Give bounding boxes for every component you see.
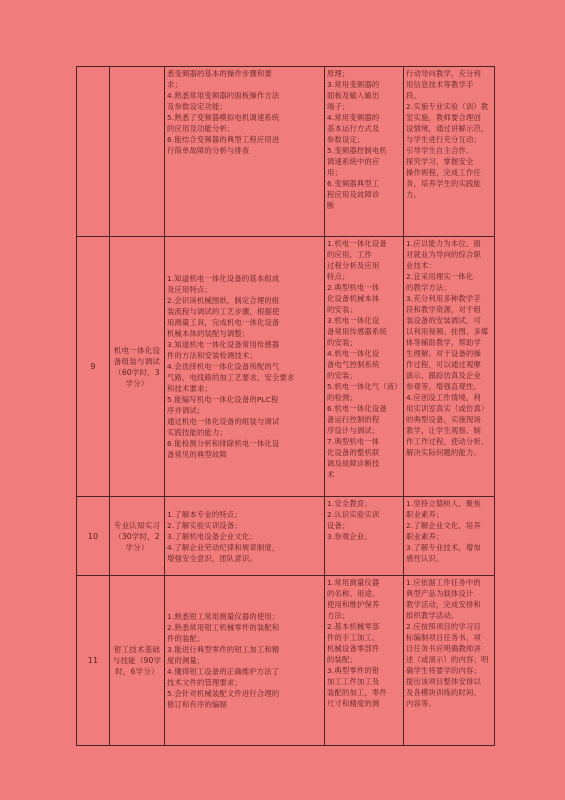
cell-text-line: 的装配； xyxy=(327,655,357,664)
cell-text-line: 2.典型机电一体 xyxy=(327,283,380,292)
cell-text-line: 悉变频器的基本的操作步骤和要 xyxy=(167,69,272,78)
course-content xyxy=(325,497,404,576)
cell-text-line: 装配的加工，零件 xyxy=(327,688,387,697)
cell-text-line: 的名称、用途、 xyxy=(327,589,380,598)
cell-text-line: 职业素养； xyxy=(406,510,444,519)
cell-text-line: 操作规程，完成工作任 xyxy=(406,168,481,177)
cell-text-line: 5.变频器控制电机 xyxy=(327,146,387,155)
cell-text-line: 1.坚持立德树人，聚焦 xyxy=(406,499,481,508)
cell-text-line: 参观等，增强直观性。 xyxy=(406,382,481,391)
course-number: 9 xyxy=(77,237,110,497)
cell-text-line: 3.常用变频器的 xyxy=(327,80,380,89)
cell-text-line: 设情境，通过讲解示范， xyxy=(406,124,489,133)
course-number: 11 xyxy=(77,576,110,746)
cell-text-line: 行简单故障的分析与排查 xyxy=(167,146,250,155)
teaching-method xyxy=(404,67,495,237)
cell-text-line: 件的装配； xyxy=(167,634,205,643)
cell-text-line: 及参数设定功能； xyxy=(167,102,227,111)
cell-text-line: 用测量工具，完成机电一体化设备 xyxy=(167,318,280,327)
course-number xyxy=(77,67,110,237)
cell-text-line: 目任务书应明确教师讲 xyxy=(406,644,481,653)
cell-text-line: 件的方法和安装检测技术； xyxy=(167,351,257,360)
cell-text-line: 6.能结合变频器的典型工程应用进 xyxy=(167,135,280,144)
cell-text-line: 4.机电一体化设 xyxy=(327,349,380,358)
cell-text-line: 2.熟悉常用钳工机械零件的装配和 xyxy=(167,623,280,632)
cell-text-line: 基本运行方式及 xyxy=(327,124,380,133)
teaching-method xyxy=(404,497,495,576)
teaching-method xyxy=(404,237,495,497)
cell-text-line: 2.宜采用理实一体化 xyxy=(406,272,474,281)
cell-text-line: 及应用特点； xyxy=(167,285,212,294)
cell-text-line: 述（或演示）的内容；明 xyxy=(406,655,489,664)
cell-text-line: 感性认识。 xyxy=(406,554,444,563)
cell-text-line: 2.应按照项目的学习目 xyxy=(406,622,481,631)
cell-text-line: 力。 xyxy=(406,190,421,199)
cell-text-line: 备常见的典型故障 xyxy=(167,450,227,459)
cell-text-line: 教学活动，完成安排和 xyxy=(406,600,481,609)
cell-text-line: 5.会针对机械装配文件进行合理的 xyxy=(167,689,280,698)
cell-text-line: 3.典型零件的钳 xyxy=(327,666,380,675)
cell-text-line: 装设备的安装调试，可 xyxy=(406,316,481,325)
cell-text-line: 确学生将要学的内容； xyxy=(406,666,481,675)
cell-text-line: 增强安全意识，团队意识。 xyxy=(167,553,257,563)
cell-text-line: 通过机电一体化设备的组装与调试 xyxy=(167,417,280,426)
cell-text-line: 及各模块训练的时间、 xyxy=(406,688,481,697)
cell-text-line: 1.常用测量仪器 xyxy=(327,578,380,587)
cell-text-line: 用实训室真实（或仿真） xyxy=(406,404,489,413)
cell-text-line: 机械设备零部件 xyxy=(327,644,380,653)
cell-text-line: 1.知道机电一体化设备的基本组成 xyxy=(167,274,280,283)
cell-text-line: 2.基本机械零部 xyxy=(327,622,380,631)
cell-text-line: 序并调试； xyxy=(167,406,205,415)
course-goals xyxy=(165,67,325,237)
cell-text-line: 加工工件加工及 xyxy=(327,677,380,686)
cell-text-line: 1.机电一体化设备 xyxy=(327,239,387,248)
cell-text-line: 的检测； xyxy=(327,393,357,402)
cell-text-line: 2.了解企业文化，培养 xyxy=(406,521,481,530)
cell-text-line: 4.了解企业劳动纪律和规章制度， xyxy=(167,542,280,552)
cell-text-line: 3.充分利用多种教学手 xyxy=(406,294,481,303)
cell-text-line: 作工作过程，使动分析、 xyxy=(406,437,489,446)
table-row xyxy=(77,67,495,237)
cell-text-line: 3.知道机电一体化设备常用传感器 xyxy=(167,340,280,349)
course-title: 机电一体化设备组装与调试（60学时，3学分） xyxy=(110,237,165,497)
cell-text-line: 1.应依据工作任务中的 xyxy=(406,578,481,587)
cell-text-line: 修订和有序的编制 xyxy=(167,700,227,709)
cell-text-line: 备运行控制的程 xyxy=(327,415,380,424)
cell-text-line: 以利用视频、挂图、多媒 xyxy=(406,327,489,336)
cell-text-line: 备电气控制系统 xyxy=(327,360,380,369)
table-row xyxy=(77,497,495,576)
cell-text-line: 3.机电一体化设 xyxy=(327,316,380,325)
cell-text-line: 4.懂得钳工设备的正确维护方法了 xyxy=(167,667,280,676)
cell-text-line: 调速系统中的应 xyxy=(327,157,380,166)
cell-text-line: 设备； xyxy=(327,521,350,530)
cell-text-line: 6.能检测分析和排除机电一体化设 xyxy=(167,439,280,448)
cell-text-line: 件的手工加工、 xyxy=(327,633,380,642)
course-goals xyxy=(165,237,325,497)
cell-text-line: 4.会选择机电一体化设备所配的气 xyxy=(167,362,280,371)
cell-text-line: 5.机电一体化气（液） xyxy=(327,382,402,391)
cell-text-line: 实践技能的能力； xyxy=(167,428,227,437)
cell-text-line: 组织教学活动。 xyxy=(406,611,459,620)
course-title: 专业认知实习（30学时，2学分） xyxy=(110,497,165,576)
cell-text-line: 和技术要求； xyxy=(167,384,212,393)
cell-text-line: 度的测量； xyxy=(167,656,205,665)
course-number: 10 xyxy=(77,497,110,576)
cell-text-line: 机械本体的装配与调整； xyxy=(167,329,250,338)
cell-text-line: 职业素养； xyxy=(406,532,444,541)
cell-text-line: 内容等。 xyxy=(406,699,436,708)
cell-text-line: 原理； xyxy=(327,69,350,78)
cell-text-line: 术 xyxy=(327,470,335,479)
cell-text-line: 用； xyxy=(327,168,342,177)
cell-text-line: 方法； xyxy=(327,611,350,620)
cell-text-line: 提出该项目整体安排以 xyxy=(406,677,481,686)
cell-text-line: 演示、跟踪仿真及企业 xyxy=(406,371,481,380)
cell-text-line: 务，培养学生的实践能 xyxy=(406,179,481,188)
cell-text-line: 端子； xyxy=(327,102,350,111)
cell-text-line: 1.了解本专业的特点； xyxy=(167,509,242,519)
cell-text-line: 与学生进行充分互动； xyxy=(406,135,481,144)
cell-text-line: 面板及输入输出 xyxy=(327,91,380,100)
curriculum-table-container xyxy=(76,66,495,746)
cell-text-line: 3.参观企业。 xyxy=(327,532,372,541)
cell-text-line: 气路，电线路的加工艺要求，安全要求 xyxy=(167,373,295,382)
cell-text-line: 业技术： xyxy=(406,261,436,270)
cell-text-line: 3.了解专业技术，增加 xyxy=(406,543,481,552)
course-goals xyxy=(165,497,325,576)
cell-text-line: 备常用传感器系统 xyxy=(327,327,387,336)
teaching-method xyxy=(404,576,495,746)
cell-text-line: 2.了解实验实训设备； xyxy=(167,520,242,530)
cell-text-line: 解决实际问题的能力。 xyxy=(406,448,481,457)
course-title: 钳工技术基础与技能（90学时，6学分） xyxy=(110,576,165,746)
cell-text-line: 使用和维护保养 xyxy=(327,600,380,609)
cell-text-line: 段。 xyxy=(406,91,421,100)
cell-text-line: 的典型设备，实施现场 xyxy=(406,415,481,424)
course-content xyxy=(325,576,404,746)
course-content xyxy=(325,237,404,497)
cell-text-line: 的应用，工作 xyxy=(327,250,372,259)
cell-text-line: 2.认识实验实训 xyxy=(327,510,380,519)
cell-text-line: 程应用及故障诊 xyxy=(327,190,380,199)
cell-text-line: 过程分析及应用 xyxy=(327,261,380,270)
cell-text-line: 序设计与调试； xyxy=(327,426,380,435)
cell-text-line: 2.实施专业实验（训）教 xyxy=(406,102,489,111)
cell-text-line: 标编制项目任务书，项 xyxy=(406,633,481,642)
cell-text-line: 尺寸和精度的测 xyxy=(327,699,380,708)
cell-text-line: 教学，让学生观察、制 xyxy=(406,426,481,435)
cell-text-line: 典型产品为载体设计 xyxy=(406,589,474,598)
cell-text-line: 的应用及功能分析； xyxy=(167,124,235,133)
cell-text-line: 装流程与调试的工艺步骤，根据使 xyxy=(167,307,280,316)
cell-text-line: 断 xyxy=(327,201,335,210)
cell-text-line: 1.熟悉钳工常用测量仪器的使用； xyxy=(167,612,280,621)
cell-text-line: 1.安全教育； xyxy=(327,499,372,508)
table-row xyxy=(77,237,495,497)
course-title xyxy=(110,67,165,237)
cell-text-line: 的安装； xyxy=(327,338,357,347)
cell-text-line: 5.能编写机电一体化设备的PLC程 xyxy=(167,395,279,404)
cell-text-line: 探究学习，掌握安全 xyxy=(406,157,474,166)
cell-text-line: 行动导向教学，充分利 xyxy=(406,69,481,78)
cell-text-line: 3.能进行典型零件的钳工加工和精 xyxy=(167,645,280,654)
cell-text-line: 6.变频器典型工 xyxy=(327,179,380,188)
cell-text-line: 7.典型机电一体 xyxy=(327,437,380,446)
cell-text-line: 的安装； xyxy=(327,305,357,314)
curriculum-table-body xyxy=(77,67,495,746)
cell-text-line: 参数设定； xyxy=(327,135,365,144)
cell-text-line: 对就业为导向的综合职 xyxy=(406,250,481,259)
cell-text-line: 用信息技术等教学手 xyxy=(406,80,474,89)
cell-text-line: 3.了解机电设备企业文化； xyxy=(167,531,257,541)
course-content xyxy=(325,67,404,237)
cell-text-line: 引导学生自主合作、 xyxy=(406,146,474,155)
cell-text-line: 5.熟悉了变频器模拟电机调速系统 xyxy=(167,113,280,122)
cell-text-line: 调及故障诊断技 xyxy=(327,459,380,468)
cell-text-line: 作过程，可以通过观摩 xyxy=(406,360,481,369)
cell-text-line: 化设备的整机联 xyxy=(327,448,380,457)
cell-text-line: 室实施，教师要合理创 xyxy=(406,113,481,122)
cell-text-line: 段和教学资源，对于组 xyxy=(406,305,481,314)
cell-text-line: 2.会识读机械图纸，制定合理的组 xyxy=(167,296,280,305)
cell-text-line: 技术文件的管理要求； xyxy=(167,678,242,687)
cell-text-line: 6.机电一体化设备 xyxy=(327,404,387,413)
cell-text-line: 1.应以能力为本位，面 xyxy=(406,239,481,248)
course-goals xyxy=(165,576,325,746)
cell-text-line: 化设备机械本体 xyxy=(327,294,380,303)
cell-text-line: 4.应创设工作情境，利 xyxy=(406,393,481,402)
cell-text-line: 求； xyxy=(167,80,182,89)
table-row xyxy=(77,576,495,746)
cell-text-line: 体等辅助教学，帮助学 xyxy=(406,338,481,347)
cell-text-line: 的安装； xyxy=(327,371,357,380)
cell-text-line: 4.常用变频器的 xyxy=(327,113,380,122)
cell-text-line: 的教学方法； xyxy=(406,283,451,292)
curriculum-table xyxy=(76,66,495,746)
cell-text-line: 生理解。对于设备的操 xyxy=(406,349,481,358)
cell-text-line: 特点； xyxy=(327,272,350,281)
cell-text-line: 4.熟悉常用变频器的面板操作方法 xyxy=(167,91,280,100)
